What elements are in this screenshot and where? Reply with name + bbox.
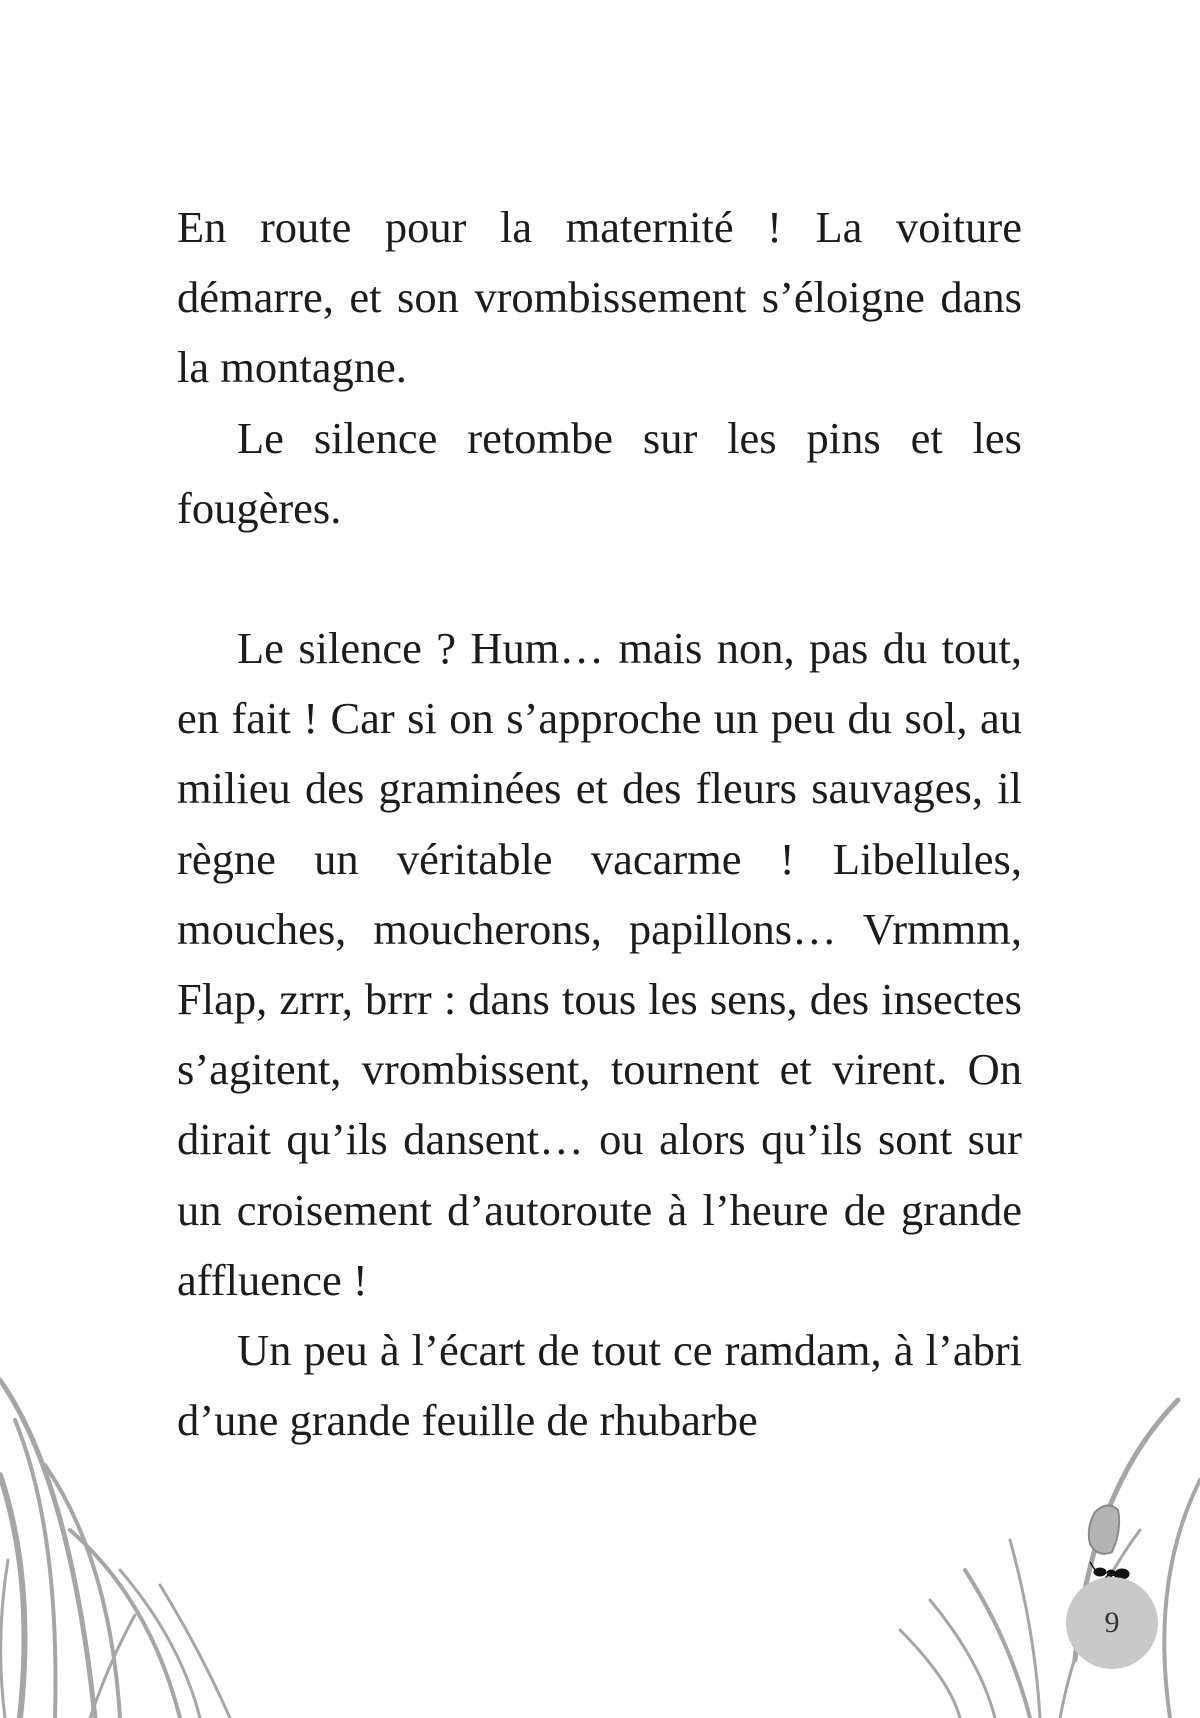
grass-decoration [0,1360,1200,1718]
body-text [177,192,1022,1455]
paragraph-2: Le silence retombe sur les pins et les fougères. [177,412,1022,533]
paragraph-3: Le silence ? Hum… mais non, pas du tout, en fait ! Car si on s’approche un peu du sol, au milieu des graminées et des fleurs sauvages, il règne un véritable vacarme ! Libellules, mouches, moucherons, papillons… Vrmmm, Flap, zrrr, brrr : dans tous les sens, des insectes s’agitent, vrombissent, tournent et virent. On dirait qu’ils dansent… ou alors qu’ils sont sur un croisement d’autoroute à l’heure de grande affluence ! [177,623,1022,1305]
section-break [177,543,1022,613]
paragraph-1: En route pour la maternité ! La voiture démarre, et son vrombissement s’éloigne dans la montagne. [177,202,1022,393]
paragraph-4: Un peu à l’écart de tout ce ramdam, à l’abri d’une grande feuille de rhubarbe [177,1325,1022,1446]
leaf-icon [1089,1505,1119,1553]
page-number: 9 [1066,1577,1158,1669]
